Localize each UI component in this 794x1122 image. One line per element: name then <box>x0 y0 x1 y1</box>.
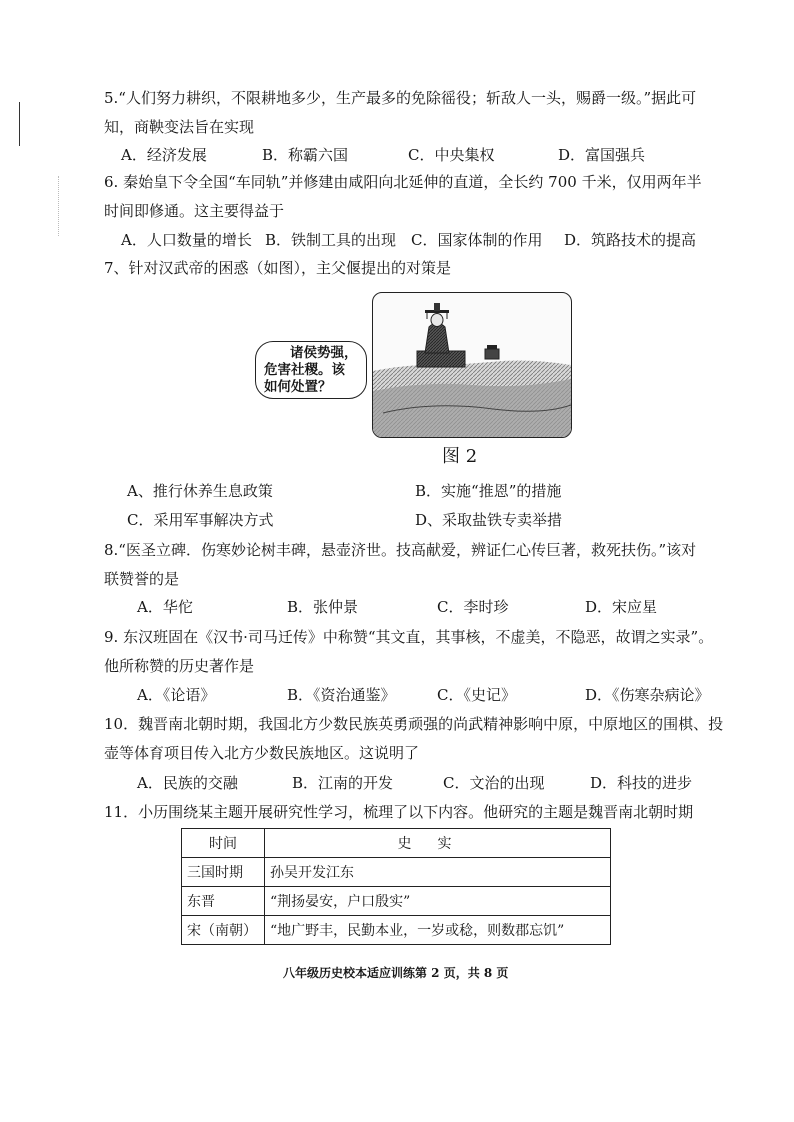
q10-option-a: A．民族的交融 <box>137 774 238 792</box>
q6-stem-line2: 时间即修通。这主要得益于 <box>104 202 285 220</box>
scan-margin-mark <box>19 102 28 146</box>
bubble-line-3: 如何处置？ <box>264 379 332 395</box>
table-cell-fact: 孙吴开发江东 <box>265 858 611 887</box>
q9-option-a: A．《论语》 <box>137 686 216 704</box>
q8-stem-line2: 联赞誉的是 <box>104 570 180 588</box>
q9-stem-line1: 9. 东汉班固在《汉书·司马迁传》中称赞“其文直，其事核，不虚美，不隐恶，故谓之实录”。 <box>104 628 714 646</box>
q7-option-b: B．实施“推恩”的措施 <box>415 482 562 500</box>
q5-stem-line2: 知，商鞅变法旨在实现 <box>104 118 255 136</box>
table-cell-period: 东晋 <box>182 887 265 916</box>
speech-bubble <box>255 341 367 399</box>
table-cell-period: 三国时期 <box>182 858 265 887</box>
q7-option-c: C．采用军事解决方式 <box>127 511 274 529</box>
scan-dots <box>58 176 61 236</box>
emperor-illustration <box>372 292 572 438</box>
q5-option-b: B．称霸六国 <box>262 146 349 164</box>
q8-option-a: A．华佗 <box>137 598 193 616</box>
q6-option-d: D．筑路技术的提高 <box>564 231 697 249</box>
q9-option-c: C．《史记》 <box>437 686 516 704</box>
q9-option-d: D．《伤寒杂病论》 <box>585 686 710 704</box>
table-header-time: 时间 <box>182 829 265 858</box>
bubble-line-2: 危害社稷。该 <box>264 362 345 378</box>
q8-stem-line1: 8.“医圣立碑．伤寒妙论树丰碑，悬壶济世。技高献爱，辨证仁心传巨著，救死扶伤。”该对 <box>104 541 697 559</box>
history-table <box>181 828 611 945</box>
page-footer: 八年级历史校本适应训练第 2 页，共 8 页 <box>283 966 509 980</box>
bubble-line-1: 诸侯势强， <box>290 345 358 361</box>
table-row <box>182 887 611 916</box>
table-cell-fact: “地广野丰，民勤本业，一岁或稔，则数郡忘饥” <box>265 916 611 945</box>
q5-stem-line1: 5.“人们努力耕织，不限耕地多少，生产最多的免除徭役；斩敌人一头，赐爵一级。”据此可 <box>104 89 697 107</box>
q7-stem: 7、针对汉武帝的困惑（如图），主父偃提出的对策是 <box>104 259 452 277</box>
q6-option-b: B．铁制工具的出现 <box>265 231 397 249</box>
q9-stem-line2: 他所称赞的历史著作是 <box>104 657 255 675</box>
q7-option-a: A、推行休养生息政策 <box>127 482 273 500</box>
table-header-facts: 史实 <box>265 829 611 858</box>
table-header-row <box>182 829 611 858</box>
q8-option-b: B．张仲景 <box>287 598 359 616</box>
emperor-drawing <box>373 293 571 437</box>
q10-stem-line2: 壶等体育项目传入北方少数民族地区。这说明了 <box>104 744 420 762</box>
table-row <box>182 916 611 945</box>
q5-option-d: D．富国强兵 <box>558 146 646 164</box>
q10-option-c: C．文治的出现 <box>443 774 545 792</box>
q10-option-b: B．江南的开发 <box>292 774 394 792</box>
q11-stem: 11．小历围绕某主题开展研究性学习，梳理了以下内容。他研究的主题是魏晋南北朝时期 <box>104 803 694 821</box>
q8-option-c: C．李时珍 <box>437 598 509 616</box>
q8-option-d: D．宋应星 <box>585 598 658 616</box>
q6-option-a: A．人口数量的增长 <box>121 231 252 249</box>
table-row <box>182 858 611 887</box>
table-cell-fact: “荆扬晏安，户口殷实” <box>265 887 611 916</box>
figure-caption: 图 2 <box>442 446 478 467</box>
table-cell-period: 宋（南朝） <box>182 916 265 945</box>
q9-option-b: B．《资治通鉴》 <box>287 686 396 704</box>
q5-option-c: C．中央集权 <box>408 146 495 164</box>
q6-option-c: C．国家体制的作用 <box>411 231 543 249</box>
q10-stem-line1: 10．魏晋南北朝时期，我国北方少数民族英勇顽强的尚武精神影响中原，中原地区的围棋、投 <box>104 715 724 733</box>
q5-option-a: A．经济发展 <box>121 146 207 164</box>
q10-option-d: D．科技的进步 <box>590 774 693 792</box>
q6-stem-line1: 6. 秦始皇下令全国“车同轨”并修建由咸阳向北延伸的直道，全长约 700 千米，仅用两年半 <box>104 173 702 191</box>
q7-option-d: D、采取盐铁专卖举措 <box>415 511 563 529</box>
